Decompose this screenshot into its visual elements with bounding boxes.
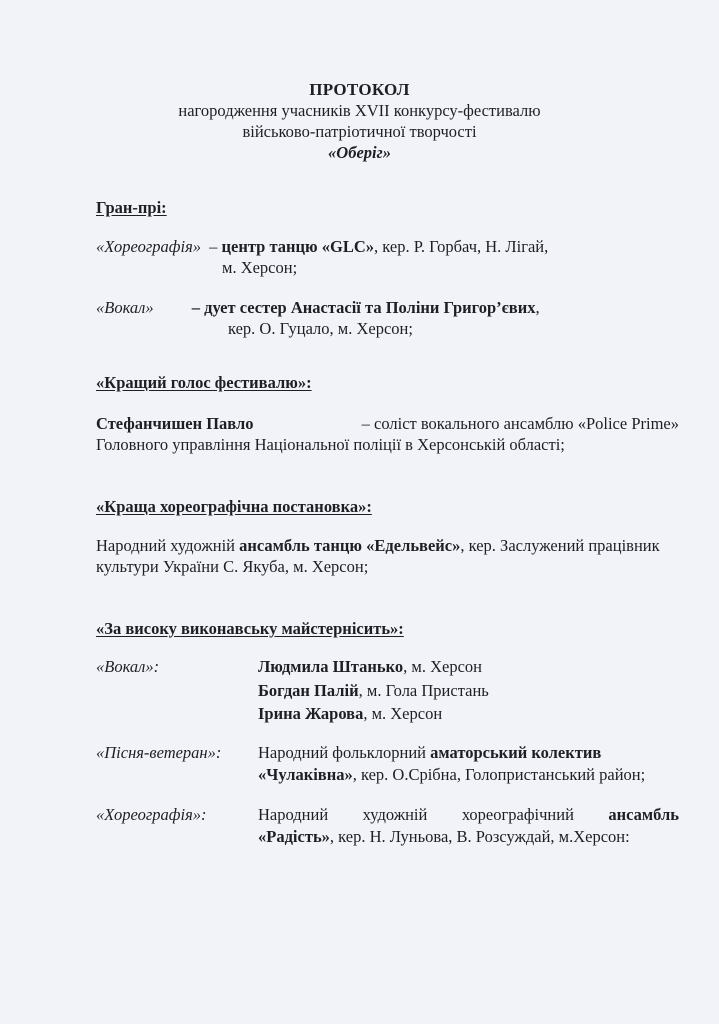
performer-description: – соліст вокального ансамблю «Police Prime» xyxy=(361,414,679,433)
text: , кер. Н. Луньова, В. Розсуждай, м.Херсон: xyxy=(329,827,630,846)
category-label: «Вокал» xyxy=(96,298,154,317)
document-title: ПРОТОКОЛ xyxy=(309,80,410,99)
text: Народний художній xyxy=(96,536,240,555)
performer-name: Богдан Палій xyxy=(258,681,359,700)
word: художній xyxy=(362,805,428,824)
winner-name: центр танцю «GLC» xyxy=(221,237,375,256)
mastery-vocal-category: «Вокал»: xyxy=(96,657,160,676)
best-choreo-line-2: культури України С. Якуба, м. Херсон; xyxy=(96,557,369,576)
grand-prix-vocal-line-2: кер. О. Гуцало, м. Херсон; xyxy=(228,319,413,338)
performer-name: Людмила Штанько xyxy=(258,657,404,676)
mastery-song-category: «Пісня-ветеран»: xyxy=(96,743,222,762)
best-voice-line-2: Головного управління Національної поліції в Херсонській області; xyxy=(96,435,565,454)
list-item xyxy=(258,656,482,678)
performer-name: Стефанчишен Павло xyxy=(96,414,254,433)
performer-place: , м. Херсон xyxy=(363,704,443,723)
performer-place: , м. Херсон xyxy=(403,657,482,676)
mastery-choreo-category: «Хореографія»: xyxy=(96,805,207,824)
section-heading-grand-prix: Гран-прі: xyxy=(96,198,167,217)
text: , кер. О.Срібна, Голопристанський район; xyxy=(352,765,646,784)
collective-name: «Чулаківна» xyxy=(258,765,353,784)
grand-prix-choreo-line-2: м. Херсон; xyxy=(222,258,298,277)
mastery-song-line-2 xyxy=(258,764,645,786)
text: , кер. Заслужений працівник xyxy=(460,536,660,555)
performer-name: Ірина Жарова xyxy=(258,704,364,723)
winner-name: – дует сестер Анастасії та Поліни Григор’євих xyxy=(191,298,536,317)
performer-place: , м. Гола Пристань xyxy=(358,681,489,700)
word: ансамбль xyxy=(608,805,679,824)
section-heading-mastery: «За високу виконавську майстернісить»: xyxy=(96,619,404,638)
dash: – xyxy=(209,237,218,256)
category-label: «Хореографія» xyxy=(96,237,202,256)
collective-type: аматорський колектив xyxy=(430,743,602,762)
best-choreo-line-1 xyxy=(96,535,660,557)
grand-prix-vocal-line xyxy=(96,297,540,319)
text: Народний фольклорний xyxy=(258,743,431,762)
word: хореографічний xyxy=(461,805,574,824)
winner-punct: , xyxy=(535,298,540,317)
mastery-choreo-line-2 xyxy=(258,826,630,848)
word: Народний xyxy=(258,805,329,824)
ensemble-name: ансамбль танцю «Едельвейс» xyxy=(239,536,461,555)
mastery-choreo-line-1 xyxy=(258,804,679,826)
section-heading-best-voice: «Кращий голос фестивалю»: xyxy=(96,373,312,392)
grand-prix-choreo-line xyxy=(96,236,548,258)
list-item xyxy=(258,703,442,725)
ensemble-name: «Радість» xyxy=(258,827,330,846)
best-voice-line-1 xyxy=(96,413,679,435)
section-heading-best-choreo: «Краща хореографічна постановка»: xyxy=(96,497,372,516)
subtitle-line-2: військово-патріотичної творчості xyxy=(242,122,477,141)
festival-name: «Оберіг» xyxy=(328,143,391,162)
winner-details: , кер. Р. Горбач, Н. Лігай, xyxy=(374,237,549,256)
list-item xyxy=(258,680,489,702)
subtitle-line-1: нагородження учасників XVII конкурсу-фестивалю xyxy=(178,101,541,120)
mastery-song-line-1 xyxy=(258,742,601,764)
